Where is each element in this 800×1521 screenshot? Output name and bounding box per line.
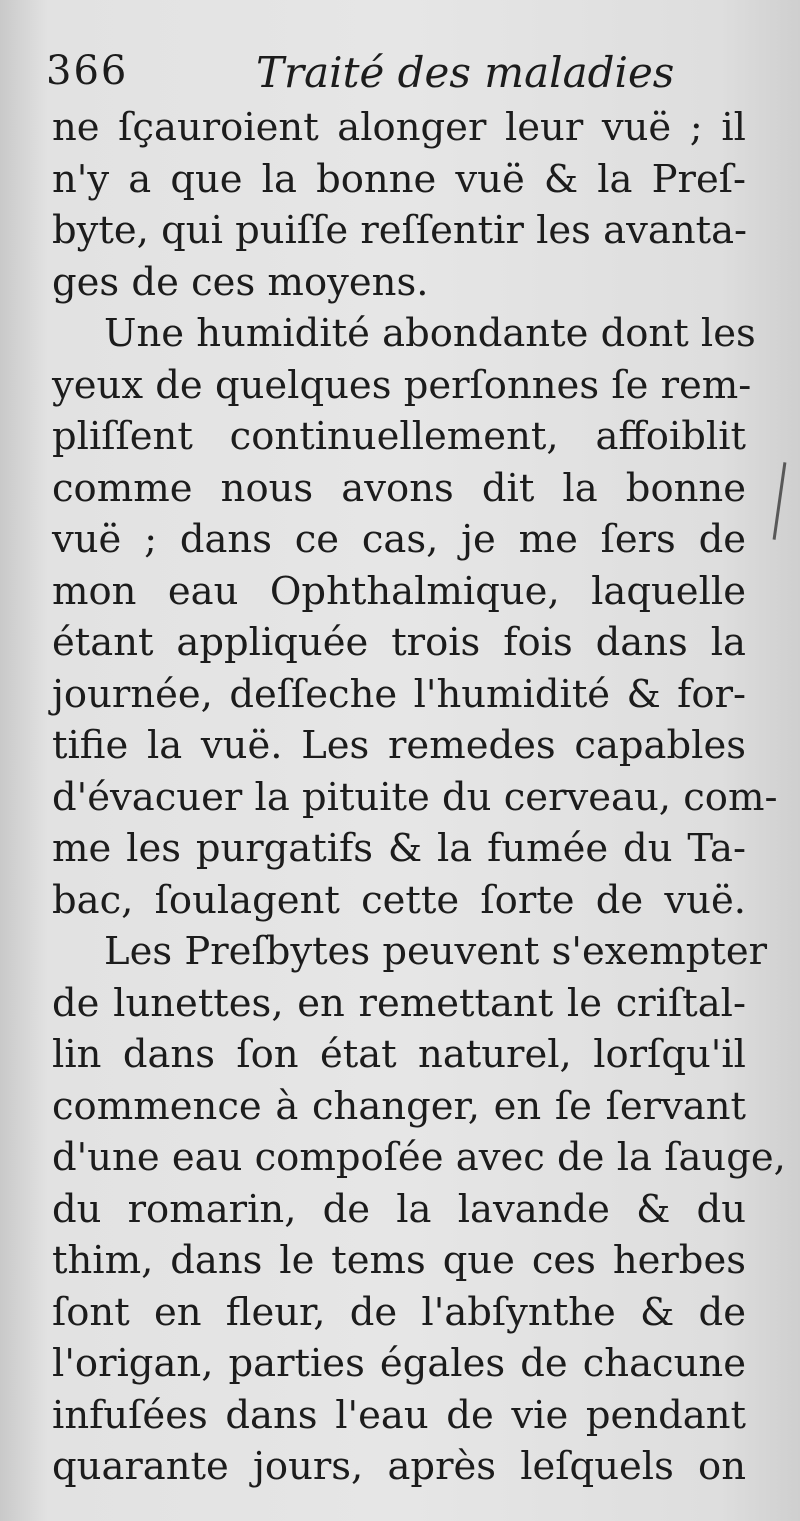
page-header [46,48,675,100]
text-line: du romarin, de la lavande & du [52,1186,746,1232]
text-line: thim, dans le tems que ces herbes [52,1238,746,1283]
text-line: lin dans ſon état naturel, lorſqu'il [52,1032,746,1077]
text-line: de lunettes, en remettant le criſtal- [52,980,746,1026]
text-line: ne ſçauroient alonger leur vuë ; il [52,105,746,150]
text-line: Une humidité abondante dont les [104,311,756,356]
margin-pencil-mark [773,462,787,540]
page-number: 366 [46,48,129,94]
text-line: ſont en fleur, de l'abſynthe & de [52,1289,746,1335]
text-line: me les purgatifs & la fumée du Ta- [52,826,746,871]
text-line: n'y a que la bonne vuë & la Preſ- [52,156,746,202]
text-line: bac, ſoulagent cette ſorte de vuë. [52,877,746,923]
text-line: l'origan, parties égales de chacune [52,1341,746,1386]
text-line: comme nous avons dit la bonne [52,465,746,511]
text-line: infuſées dans l'eau de vie pendant [52,1392,746,1438]
text-line: d'évacuer la pituite du cerveau, com- [52,774,778,820]
text-line: mon eau Ophthalmique, laquelle [52,568,746,614]
text-line: vuë ; dans ce cas, je me ſers de [52,517,746,562]
text-line: Les Preſbytes peuvent s'exempter [104,929,768,974]
text-line: commence à changer, en ſe ſervant [52,1083,746,1129]
text-line: étant appliquée trois fois dans la [52,620,746,665]
text-line: quarante jours, après leſquels on [52,1444,746,1489]
text-line: pliſſent continuellement, affoiblit [52,414,746,459]
running-title: Traité des maladies [256,48,675,97]
text-line: journée, deſſeche l'humidité & for- [52,671,746,717]
text-line: yeux de quelques perſonnes ſe rem- [52,362,752,408]
text-line: d'une eau compoſée avec de la ſauge, [52,1135,786,1180]
body-text [52,102,786,1493]
text-line: ges de ces moyens. [52,259,429,305]
text-line: byte, qui puiſſe reſſentir les avanta- [52,208,748,253]
text-line: tifie la vuë. Les remedes capables [52,723,746,768]
